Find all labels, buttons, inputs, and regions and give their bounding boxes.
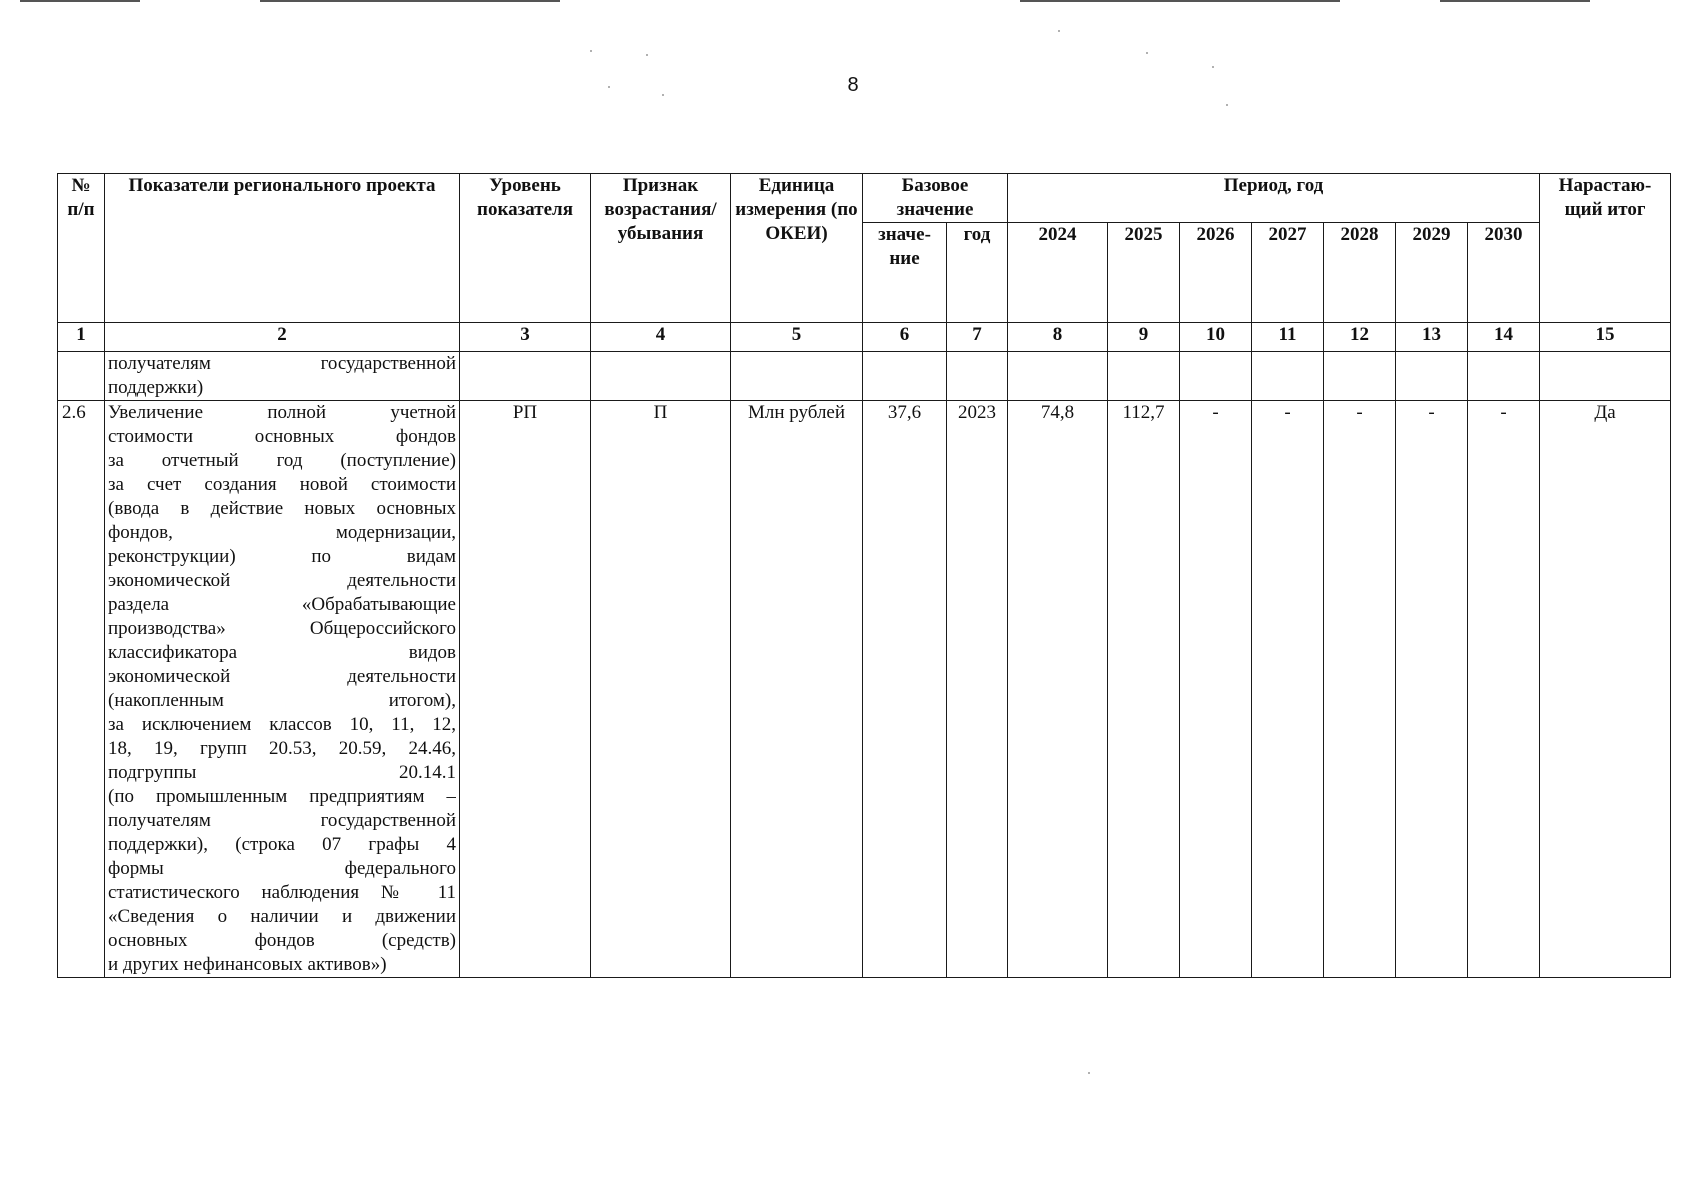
cell-period-value: - [1468,401,1540,978]
description-line: получателям государственной [108,353,456,374]
header-year: 2025 [1108,223,1180,323]
cell-unit: Млн рублей [731,401,863,978]
column-number: 6 [863,323,947,352]
description-line: основных фондов (средств) [108,930,456,951]
header-base-value: значе-ние [863,223,947,323]
description-line: получателям государственной [108,810,456,831]
header-level: Уровень показателя [460,174,591,323]
cell-empty [947,352,1008,401]
header-unit: Единица измерения (по ОКЕИ) [731,174,863,323]
header-base-year: год [947,223,1008,323]
column-number: 1 [58,323,105,352]
header-period: Период, год [1008,174,1540,223]
description-line: (по промышленным предприятиям – [108,786,456,807]
cell-empty [1108,352,1180,401]
cell-empty [1468,352,1540,401]
description-line: Увеличение полной учетной [108,402,456,423]
description-line: поддержки), (строка 07 графы 4 [108,834,456,855]
table-row-2-6 [58,401,1671,978]
description-line: 18, 19, групп 20.53, 20.59, 24.46, [108,738,456,759]
cell-base-year: 2023 [947,401,1008,978]
description-line: (накопленным итогом), [108,690,456,711]
description-line: «Сведения о наличии и движении [108,906,456,927]
column-number: 8 [1008,323,1108,352]
description-line: экономической деятельности [108,570,456,591]
column-number: 7 [947,323,1008,352]
scan-edge-line [1020,0,1340,2]
description-line: (ввода в действие новых основных [108,498,456,519]
description-line: раздела «Обрабатывающие [108,594,456,615]
description-line: фондов, модернизации, [108,522,456,543]
column-number: 9 [1108,323,1180,352]
cell-trend: П [591,401,731,978]
indicator-description [105,401,460,978]
description-line: формы федерального [108,858,456,879]
cell-empty [1324,352,1396,401]
description-line: подгруппы 20.14.1 [108,762,456,783]
scan-speck [1226,104,1228,106]
scan-speck [1088,1072,1090,1074]
description-line: статистического наблюдения № 11 [108,882,456,903]
header-year: 2024 [1008,223,1108,323]
scan-edge-line [1440,0,1590,2]
cell-level: РП [460,401,591,978]
header-base: Базовое значение [863,174,1008,223]
cell-empty [863,352,947,401]
page-number: 8 [847,74,859,96]
cell-empty [1396,352,1468,401]
description-line: производства» Общероссийского [108,618,456,639]
cell-empty [1252,352,1324,401]
row-number: 2.6 [58,401,105,978]
cell-period-value: - [1252,401,1324,978]
description-line: стоимости основных фондов [108,426,456,447]
column-number: 10 [1180,323,1252,352]
cell-period-value: 74,8 [1008,401,1108,978]
column-number: 12 [1324,323,1396,352]
column-number: 13 [1396,323,1468,352]
cell-empty [591,352,731,401]
cell-empty [1008,352,1108,401]
column-number: 5 [731,323,863,352]
header-trend: Признак возрастания/ убывания [591,174,731,323]
scan-edge-line [20,0,140,2]
scan-speck [1146,52,1148,54]
continued-description [105,352,460,401]
cell-empty [731,352,863,401]
cell-period-value: - [1324,401,1396,978]
description-line: за счет создания новой стоимости [108,474,456,495]
description-line: реконструкции) по видам [108,546,456,567]
header-num: № п/п [58,174,105,323]
cell-empty [460,352,591,401]
cell-empty [1180,352,1252,401]
cell-period-value: 112,7 [1108,401,1180,978]
indicators-table [57,173,1671,978]
column-number: 2 [105,323,460,352]
scan-speck [1212,66,1214,68]
scan-edge-line [260,0,560,2]
description-line: поддержки) [108,377,204,398]
description-line: классификатора видов [108,642,456,663]
scan-speck [1058,30,1060,32]
header-year: 2026 [1180,223,1252,323]
header-year: 2027 [1252,223,1324,323]
description-line: за исключением классов 10, 11, 12, [108,714,456,735]
header-year: 2028 [1324,223,1396,323]
table-row-continued [58,352,1671,401]
header-year: 2029 [1396,223,1468,323]
scan-speck [590,50,592,52]
cell-base-value: 37,6 [863,401,947,978]
column-number: 15 [1540,323,1671,352]
cell-cumulative: Да [1540,401,1671,978]
cell-empty [1540,352,1671,401]
scan-speck [646,54,648,56]
column-number: 4 [591,323,731,352]
description-line: и других нефинансовых активов») [108,954,387,975]
header-indicator: Показатели регионального проекта [105,174,460,323]
column-number-row [58,323,1671,352]
cell-period-value: - [1396,401,1468,978]
header-year: 2030 [1468,223,1540,323]
header-cumulative: Нарастаю-щий итог [1540,174,1671,323]
column-number: 14 [1468,323,1540,352]
column-number: 3 [460,323,591,352]
cell-period-value: - [1180,401,1252,978]
column-number: 11 [1252,323,1324,352]
description-line: экономической деятельности [108,666,456,687]
cell-empty [58,352,105,401]
description-line: за отчетный год (поступление) [108,450,456,471]
